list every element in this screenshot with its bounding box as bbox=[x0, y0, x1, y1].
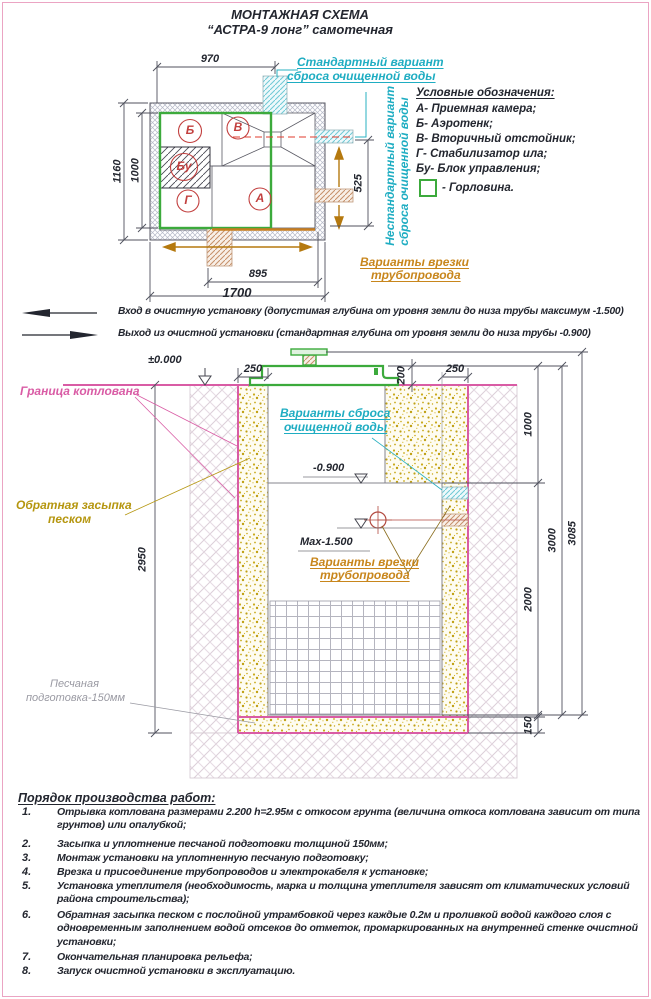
backfill-label-line2: песком bbox=[48, 512, 92, 526]
sand-prep-label-line2: подготовка-150мм bbox=[26, 692, 125, 704]
work-order-num-8: 8. bbox=[22, 965, 32, 977]
legend-item-bu: Бу- Блок управления; bbox=[416, 163, 541, 175]
dim-1700: 1700 bbox=[222, 285, 252, 300]
dim-970: 970 bbox=[200, 53, 220, 65]
work-order-item-8: Запуск очистной установки в эксплуатацию. bbox=[57, 965, 296, 977]
neck-legend-icon bbox=[419, 179, 437, 197]
standard-variant-note-line2: сброса очищенной воды bbox=[287, 69, 436, 83]
work-order-num-7: 7. bbox=[22, 951, 32, 963]
lid-latch bbox=[374, 368, 378, 375]
compartment-label-g: Г bbox=[184, 193, 192, 207]
work-order-num-3: 3. bbox=[22, 852, 32, 864]
discharge-note-line2: очищенной воды bbox=[284, 420, 388, 434]
work-order-item-1: Отрывка котлована размерами 2.200 h=2.95м с откосом грунта (величина откоса котлована зависит от типа грунтов) или опалубкой; bbox=[57, 806, 640, 832]
compartment-label-bu: Бу bbox=[176, 159, 192, 173]
drawing-title: МОНТАЖНАЯ СХЕМА bbox=[231, 7, 369, 22]
legend-item-v: В- Вторичный отстойник; bbox=[416, 133, 576, 145]
compartment-label-a: А bbox=[255, 191, 265, 205]
section-tap-note-line1: Варианты врезки bbox=[310, 555, 419, 569]
outlet-note: Выход из очистной установки (стандартная глубина от уровня земли до низа трубы -0.900) bbox=[118, 328, 591, 339]
inlet-note: Вход в очистную установку (допустимая глубина от уровня земли до низа трубы максимум -1.500) bbox=[118, 306, 624, 317]
work-order-item-6: Обратная засыпка песком с послойной утрамбовкой через каждые 0.2м и проливкой водой каждого слоя с одновременным заполнением водой отсеков до отметок, промаркированных на внутренней стенке очистной установки; bbox=[57, 909, 638, 948]
sand-prep-label-line1: Песчаная bbox=[50, 678, 99, 690]
work-order-num-1: 1. bbox=[22, 806, 32, 818]
dim-3000: 3000 bbox=[546, 528, 559, 553]
pit-boundary-label: Граница котлована bbox=[20, 384, 140, 398]
dim-2950: 2950 bbox=[136, 547, 149, 572]
vent-cap bbox=[291, 349, 327, 355]
vent-stem bbox=[303, 355, 316, 365]
legend-item-g: Г- Стабилизатор ила; bbox=[416, 148, 548, 160]
dim-1160: 1160 bbox=[111, 159, 124, 184]
tank-grid-section bbox=[270, 601, 440, 714]
legend-title: Условные обозначения: bbox=[416, 87, 555, 99]
compartment-label-b: Б bbox=[185, 123, 195, 137]
level-max-1500: Max-1.500 bbox=[300, 536, 353, 548]
nonstandard-variant-line1: Нестандартный вариант bbox=[383, 85, 398, 246]
work-order-item-7: Окончательная планировка рельефа; bbox=[57, 951, 253, 963]
dim-895: 895 bbox=[248, 268, 268, 280]
dim-250-right: 250 bbox=[445, 363, 465, 375]
section-tap-note-line2: трубопровода bbox=[320, 568, 410, 582]
work-order-num-2: 2. bbox=[22, 838, 32, 850]
legend-item-neck: - Горловина. bbox=[442, 182, 514, 194]
dim-2000: 2000 bbox=[522, 587, 535, 612]
work-order-item-5: Установка утеплителя (необходимость, марка и толщина утеплителя зависят от климатических условий района строительства); bbox=[57, 880, 630, 906]
dim-525: 525 bbox=[352, 174, 365, 193]
dim-250-left: 250 bbox=[243, 363, 263, 375]
work-order-num-5: 5. bbox=[22, 880, 32, 892]
compartment-label-v: В bbox=[233, 120, 243, 134]
plan-top-discharge-pipe bbox=[263, 76, 287, 114]
standard-variant-note-line1: Стандартный вариант bbox=[297, 55, 444, 69]
plan-tap-note-line2: трубопровода bbox=[371, 268, 461, 282]
dim-3085: 3085 bbox=[566, 521, 579, 546]
work-order-item-2: Засыпка и уплотнение песчаной подготовки толщиной 150мм; bbox=[57, 838, 388, 850]
plan-right-inlet-pipe bbox=[315, 189, 353, 202]
work-order-num-4: 4. bbox=[22, 866, 32, 878]
discharge-note-line1: Варианты сброса bbox=[280, 406, 391, 420]
backfill-label-line1: Обратная засыпка bbox=[16, 498, 132, 512]
drawing-subtitle: “АСТРА-9 лонг” самотечная bbox=[207, 22, 393, 37]
work-order-title: Порядок производства работ: bbox=[18, 791, 216, 805]
dim-1000-plan: 1000 bbox=[129, 158, 142, 183]
plan-tap-note-line1: Варианты врезки bbox=[360, 255, 469, 269]
dim-150: 150 bbox=[522, 716, 535, 735]
work-order-item-3: Монтаж установки на уплотненную песчаную подготовку; bbox=[57, 852, 369, 864]
legend-item-a: А- Приемная камера; bbox=[416, 103, 537, 115]
io-arrows bbox=[22, 309, 98, 339]
dim-200: 200 bbox=[395, 366, 408, 385]
dim-1000-section: 1000 bbox=[522, 412, 535, 437]
section-discharge-pipe bbox=[442, 487, 468, 499]
nonstandard-variant-note bbox=[383, 85, 412, 246]
level-minus-0900: -0.900 bbox=[313, 462, 345, 474]
nonstandard-variant-line2: сброса очищенной воды bbox=[397, 97, 411, 246]
level-zero: ±0.000 bbox=[148, 354, 182, 366]
plan-view bbox=[118, 61, 374, 302]
work-order-num-6: 6. bbox=[22, 909, 32, 921]
legend-item-b: Б- Аэротенк; bbox=[416, 118, 493, 130]
work-order-item-4: Врезка и присоединение трубопроводов и электрокабеля к установке; bbox=[57, 866, 429, 878]
